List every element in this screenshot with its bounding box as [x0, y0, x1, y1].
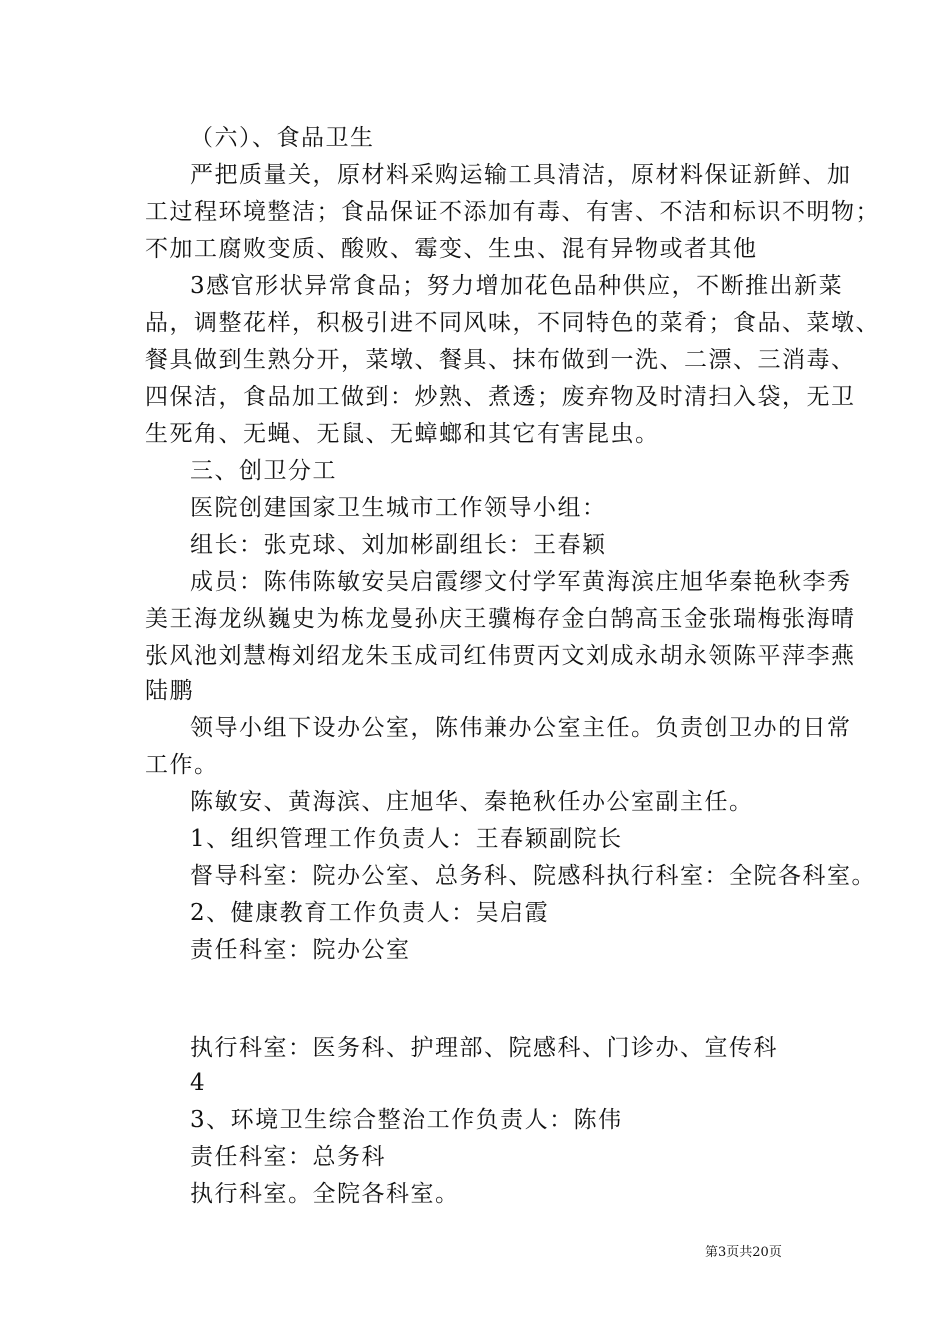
paragraph-line: 工作。 [145, 752, 219, 778]
paragraph-line: 督导科室：院办公室、总务科、院感科执行科室：全院各科室。 [190, 863, 876, 889]
paragraph-line: 成员：陈伟陈敏安吴启霞缪文付学军黄海滨庄旭华秦艳秋李秀 [190, 569, 852, 595]
paragraph-line: 餐具做到生熟分开，菜墩、餐具、抹布做到一洗、二漂、三消毒、 [145, 347, 856, 373]
paragraph-line: 不加工腐败变质、酸败、霉变、生虫、混有异物或者其他 [145, 236, 758, 262]
paragraph-line: 领导小组下设办公室，陈伟兼办公室主任。负责创卫办的日常 [190, 715, 852, 741]
section-heading-food-hygiene: （六）、食品卫生 [190, 125, 375, 151]
paragraph-line: 2、健康教育工作负责人：吴启霞 [190, 900, 550, 926]
paragraph-line: 张风池刘慧梅刘绍龙朱玉成司红伟贾丙文刘成永胡永领陈平萍李燕 [145, 643, 856, 669]
paragraph-line: 生死角、无蝇、无鼠、无蟑螂和其它有害昆虫。 [145, 421, 660, 447]
paragraph-line: 4 [190, 1070, 207, 1096]
page-number: 第3页共20页 [705, 1245, 782, 1260]
paragraph-line: 工过程环境整洁；食品保证不添加有毒、有害、不洁和标识不明物； [145, 199, 880, 225]
paragraph-line: 3、环境卫生综合整治工作负责人：陈伟 [190, 1107, 623, 1133]
paragraph-line: 严把质量关，原材料采购运输工具清洁，原材料保证新鲜、加 [190, 162, 852, 188]
paragraph-line: 1、组织管理工作负责人：王春颖副院长 [190, 826, 623, 852]
section-heading-division: 三、创卫分工 [190, 458, 337, 484]
paragraph-line: 责任科室：院办公室 [190, 937, 411, 963]
paragraph-line: 陆鹏 [145, 678, 194, 704]
paragraph-line: 执行科室：医务科、护理部、院感科、门诊办、宣传科 [190, 1035, 778, 1061]
paragraph-line: 执行科室。全院各科室。 [190, 1181, 460, 1207]
paragraph-line: 陈敏安、黄海滨、庄旭华、秦艳秋任办公室副主任。 [190, 789, 754, 815]
paragraph-line: 四保洁，食品加工做到：炒熟、煮透；废弃物及时清扫入袋，无卫 [145, 384, 856, 410]
paragraph-line: 品，调整花样，积极引进不同风味，不同特色的菜肴；食品、菜墩、 [145, 310, 880, 336]
paragraph-line: 医院创建国家卫生城市工作领导小组： [190, 495, 607, 521]
paragraph-line: 组长：张克球、刘加彬副组长：王春颖 [190, 532, 607, 558]
paragraph-line: 3感官形状异常食品；努力增加花色品种供应，不断推出新菜 [190, 273, 844, 299]
paragraph-line: 美王海龙纵巍史为栋龙曼孙庆王骥梅存金白鹄高玉金张瑞梅张海晴 [145, 606, 856, 632]
paragraph-line: 责任科室：总务科 [190, 1144, 386, 1170]
